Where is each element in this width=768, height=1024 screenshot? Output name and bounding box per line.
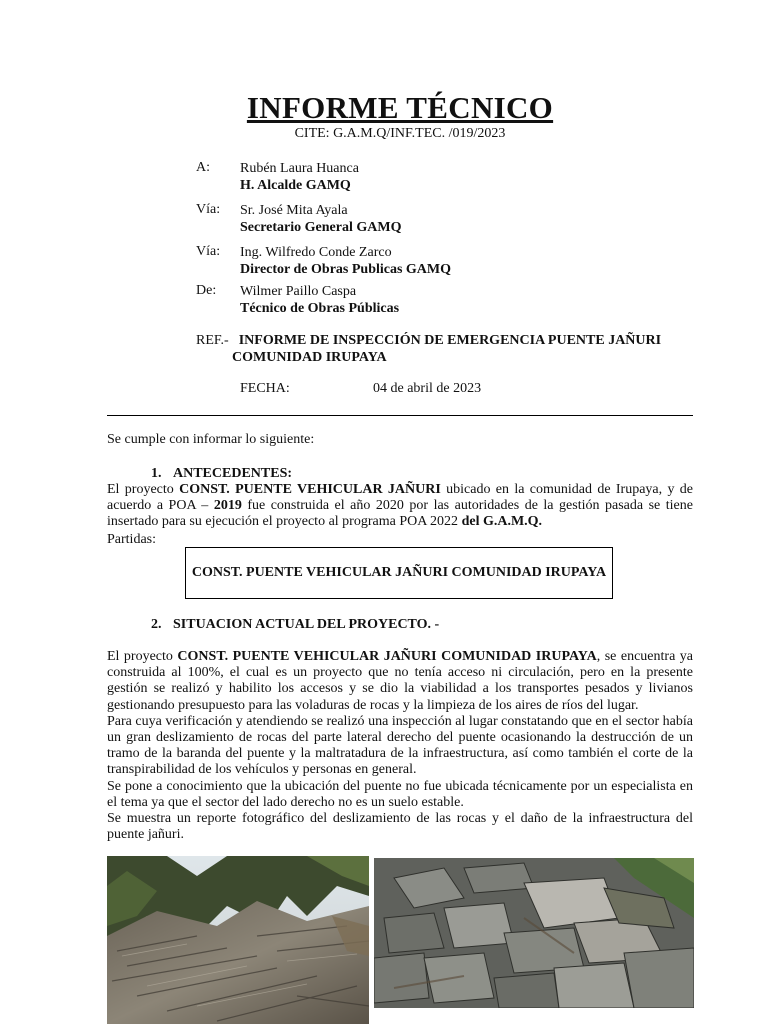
addressee-via1-label: Vía: (196, 202, 221, 217)
section-2-paragraph-2: Para cuya verificación y atendiendo se realizó una inspección al lugar constatando que en el sector había un gran deslizamiento de rocas del parte lateral derecho del puente ocasionando la destrucción de un tramo de la baranda del puente y la maltratadura de la infraestructura, así como también el corte de la transpirabilidad de los vehículos y personas en general. (107, 713, 693, 778)
addressee-via2-name: Ing. Wilfredo Conde Zarco (240, 245, 392, 260)
addressee-via2-role: Director de Obras Publicas GAMQ (240, 262, 452, 277)
s1-text-c: fue construida el año 2020 por las autoridades de la gestión pasada se tiene insertado para su ejecución el proyecto al programa POA 2022 (107, 498, 693, 530)
addressee-from-role: Técnico de Obras Públicas (240, 301, 400, 316)
section-1-title: ANTECEDENTES: (173, 466, 293, 481)
section-1-paragraph (107, 482, 693, 531)
section-2-paragraph-4: Se muestra un reporte fotográfico del deslizamiento de las rocas y el daño de la infraestructura del puente jañuri. (107, 811, 693, 843)
addressee-to-role: H. Alcalde GAMQ (240, 178, 351, 193)
addressee-via2 (240, 244, 451, 278)
section-1-number: 1. (151, 466, 162, 481)
rock-debris-photo (374, 858, 694, 1008)
s1-poa-year: 2019 (213, 498, 242, 514)
addressee-via1-role: Secretario General GAMQ (240, 220, 402, 235)
s2-project-name: CONST. PUENTE VEHICULAR JAÑURI COMUNIDAD IRUPAYA (177, 649, 597, 664)
reference-line1: INFORME DE INSPECCIÓN DE EMERGENCIA PUENTE JAÑURI (238, 333, 662, 348)
reference (196, 332, 686, 366)
section-2-heading (151, 617, 439, 633)
reference-label: REF.- (196, 333, 229, 348)
s2-text-b: , se encuentra ya construida al 100%, el cual es un proyecto que no tenía acceso ni circulación, pero en la presente gestión se realizó y habilito los accesos y se dio la viabilidad a los transportes pesados y livianos gestionando presupuesto para las voladuras de rocas y la limpieza de los aires de ríos del lugar. (107, 649, 693, 713)
section-1-heading (151, 466, 292, 482)
section-2-body (107, 649, 693, 843)
section-2-title: SITUACION ACTUAL DEL PROYECTO. - (173, 617, 440, 632)
s2-text-a: El proyecto (107, 649, 178, 664)
s1-text-a: El proyecto (107, 482, 180, 497)
s1-project-name: CONST. PUENTE VEHICULAR JAÑURI (179, 482, 441, 497)
addressee-from-name: Wilmer Paillo Caspa (240, 284, 357, 299)
addressee-to-label: A: (196, 160, 210, 175)
header-divider (107, 415, 693, 416)
addressee-from-label: De: (196, 283, 217, 298)
partida-box: CONST. PUENTE VEHICULAR JAÑURI COMUNIDAD IRUPAYA (185, 547, 613, 599)
partidas-label: Partidas: (107, 532, 156, 547)
section-2-number: 2. (151, 617, 162, 632)
intro-text: Se cumple con informar lo siguiente: (107, 432, 315, 447)
date-label: FECHA: (240, 381, 290, 396)
rock-cliff-photo (107, 856, 369, 1024)
report-title: INFORME TÉCNICO (246, 90, 554, 125)
date-value: 04 de abril de 2023 (373, 381, 482, 396)
addressee-via1 (240, 202, 401, 236)
addressee-via2-label: Vía: (196, 244, 221, 259)
addressee-to-name: Rubén Laura Huanca (240, 161, 359, 176)
section-2-paragraph-1 (107, 649, 693, 714)
cite-reference: CITE: G.A.M.Q/INF.TEC. /019/2023 (294, 126, 506, 141)
addressee-from (240, 283, 399, 317)
section-2-paragraph-3: Se pone a conocimiento que la ubicación del puente no fue ubicada técnicamente por un especialista en el tema ya que el sector del lado derecho no es un suelo estable. (107, 778, 693, 810)
addressee-to (240, 160, 359, 194)
s1-gamq: del G.A.M.Q. (461, 514, 543, 530)
addressee-via1-name: Sr. José Mita Ayala (240, 203, 348, 218)
s1-text-b: ubicado en la comunidad de Irupaya, y de acuerdo a POA – (107, 482, 694, 514)
reference-line2: COMUNIDAD IRUPAYA (232, 350, 387, 365)
